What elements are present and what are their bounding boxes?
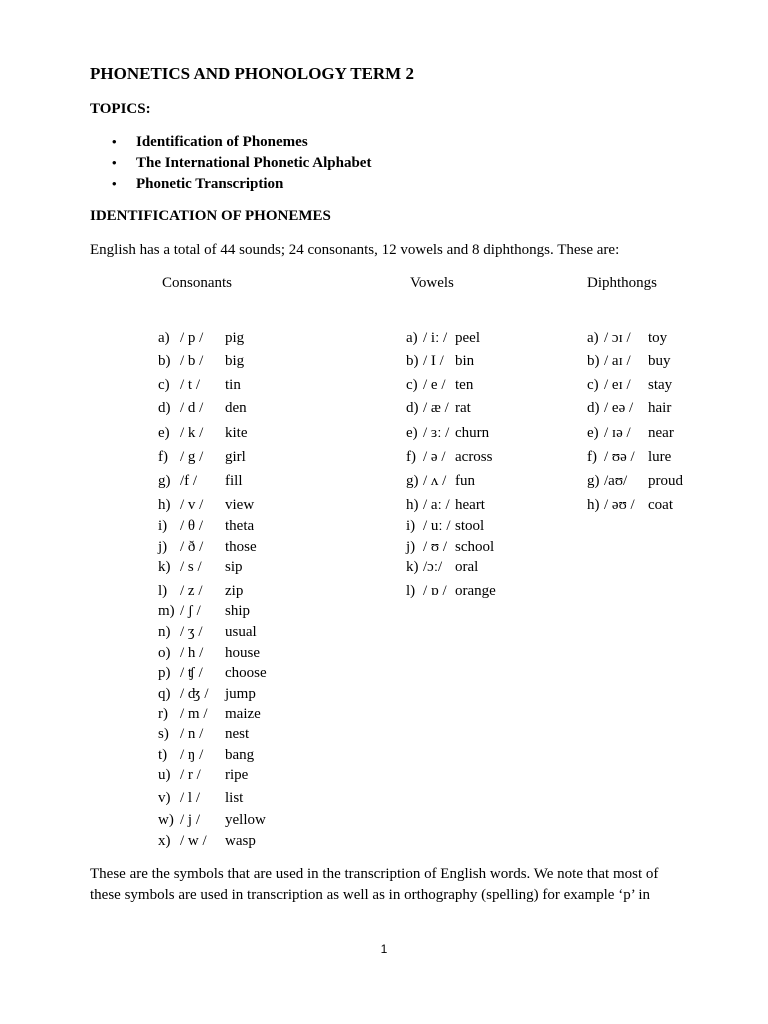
vowel-example-word: oral: [455, 559, 479, 575]
consonant-symbol: / g /: [180, 449, 204, 465]
vowel-symbol: / ʊ /: [423, 539, 448, 555]
consonant-example-word: pig: [225, 330, 245, 346]
vowel-label: c): [406, 377, 418, 393]
diphthong-label: b): [587, 353, 600, 369]
topic-item: [112, 176, 283, 193]
consonant-label: e): [158, 425, 170, 441]
vowel-symbol: /ɔː/: [423, 559, 443, 575]
vowel-symbol: / ɒ /: [423, 583, 447, 599]
vowel-symbol: / e /: [423, 377, 446, 393]
vowel-label: j): [406, 539, 416, 555]
body-paragraph: These are the symbols that are used in the transcription of English words. We note that most of these symbols are used in transcription as well as in orthography (spelling) for example ‘p’ in: [90, 866, 659, 903]
consonant-example-word: wasp: [225, 833, 256, 849]
vowel-example-word: churn: [455, 425, 490, 441]
consonant-symbol: / j /: [180, 812, 201, 828]
consonant-symbol: / v /: [180, 497, 204, 513]
consonant-symbol: / ʧ /: [180, 665, 203, 681]
vowel-row: [406, 518, 484, 535]
diphthong-label: f): [587, 449, 597, 465]
consonant-example-word: tin: [225, 377, 241, 393]
vowel-symbol: / ɜː /: [423, 425, 450, 441]
diphthongs-column-heading: Diphthongs: [587, 275, 658, 291]
consonant-symbol: / ʤ /: [180, 686, 209, 702]
diphthong-symbol: / ɔɪ /: [604, 330, 631, 346]
consonant-symbol: / ŋ /: [180, 747, 204, 763]
consonant-row: [158, 518, 254, 535]
vowel-label: f): [406, 449, 416, 465]
vowel-row: [406, 353, 474, 370]
vowel-symbol: / I /: [423, 353, 444, 369]
consonant-row: [158, 706, 261, 723]
vowel-example-word: heart: [455, 497, 485, 513]
vowel-row: [406, 377, 473, 394]
consonant-label: t): [158, 747, 168, 763]
consonant-label: k): [158, 559, 171, 575]
consonant-label: v): [158, 790, 171, 806]
consonant-row: [158, 473, 243, 490]
diphthong-row: [587, 400, 671, 417]
consonant-example-word: theta: [225, 518, 255, 534]
consonant-symbol: / d /: [180, 400, 204, 416]
topic-item: [112, 134, 308, 151]
consonant-row: [158, 539, 257, 556]
consonant-row: [158, 425, 248, 442]
vowel-symbol: / iː /: [423, 330, 448, 346]
diphthong-example-word: lure: [648, 449, 672, 465]
consonant-example-word: ship: [225, 603, 251, 619]
vowel-label: a): [406, 330, 418, 346]
document-title: PHONETICS AND PHONOLOGY TERM 2: [90, 64, 414, 83]
consonant-example-word: den: [225, 400, 247, 416]
consonant-symbol: / ʒ /: [180, 624, 203, 640]
consonant-label: b): [158, 353, 171, 369]
diphthong-row: [587, 425, 674, 442]
consonant-row: [158, 400, 247, 417]
consonant-example-word: kite: [225, 425, 248, 441]
page-number: 1: [380, 942, 388, 956]
consonant-symbol: / n /: [180, 726, 204, 742]
consonant-symbol: / m /: [180, 706, 208, 722]
diphthong-label: e): [587, 425, 599, 441]
vowel-row: [406, 473, 475, 490]
diphthong-label: d): [587, 400, 600, 416]
consonant-row: [158, 624, 257, 641]
consonant-row: [158, 726, 249, 743]
consonant-example-word: girl: [225, 449, 246, 465]
vowel-example-word: orange: [455, 583, 496, 599]
consonant-row: [158, 497, 254, 514]
diphthong-symbol: / əʊ /: [604, 497, 635, 513]
diphthong-example-word: stay: [648, 377, 673, 393]
vowel-example-word: bin: [455, 353, 475, 369]
vowel-example-word: school: [455, 539, 495, 555]
diphthong-example-word: buy: [648, 353, 671, 369]
bullet-icon: •: [112, 155, 117, 170]
consonant-example-word: usual: [225, 624, 257, 640]
diphthong-symbol: / aɪ /: [604, 353, 631, 369]
consonant-label: c): [158, 377, 170, 393]
diphthong-example-word: hair: [648, 400, 672, 416]
consonant-label: d): [158, 400, 171, 416]
vowel-example-word: fun: [455, 473, 475, 489]
vowel-label: b): [406, 353, 419, 369]
vowel-example-word: across: [455, 449, 493, 465]
consonant-example-word: bang: [225, 747, 255, 763]
consonant-symbol: / l /: [180, 790, 201, 806]
consonant-row: [158, 665, 267, 682]
consonant-row: [158, 812, 266, 829]
intro-text: English has a total of 44 sounds; 24 consonants, 12 vowels and 8 diphthongs. These are:: [90, 242, 620, 258]
consonant-label: g): [158, 473, 171, 489]
vowel-row: [406, 539, 494, 556]
consonant-example-word: those: [225, 539, 257, 555]
consonant-symbol: / z /: [180, 583, 203, 599]
vowel-example-word: peel: [455, 330, 480, 346]
consonant-label: f): [158, 449, 168, 465]
consonant-example-word: zip: [225, 583, 244, 599]
consonant-label: w): [158, 812, 174, 828]
consonant-row: [158, 790, 243, 807]
diphthong-label: a): [587, 330, 599, 346]
consonant-example-word: view: [225, 497, 255, 513]
consonant-example-word: house: [225, 645, 260, 661]
consonant-label: n): [158, 624, 171, 640]
consonant-row: [158, 747, 254, 764]
diphthong-row: [587, 449, 671, 466]
diphthong-example-word: toy: [648, 330, 668, 346]
consonant-row: [158, 330, 244, 347]
consonant-row: [158, 833, 256, 850]
vowel-row: [406, 559, 478, 576]
consonant-symbol: / t /: [180, 377, 201, 393]
diphthong-row: [587, 377, 672, 394]
diphthong-label: c): [587, 377, 599, 393]
diphthong-symbol: /aʊ/: [604, 473, 628, 489]
diphthong-example-word: proud: [648, 473, 683, 489]
consonant-row: [158, 686, 256, 703]
vowel-symbol: / ʌ /: [423, 473, 447, 489]
vowels-column-heading: Vowels: [410, 275, 454, 291]
consonant-symbol: / ð /: [180, 539, 204, 555]
section-heading: IDENTIFICATION OF PHONEMES: [90, 208, 331, 224]
vowel-label: h): [406, 497, 419, 513]
diphthong-symbol: / eə /: [604, 400, 634, 416]
consonant-row: [158, 449, 246, 466]
vowel-row: [406, 583, 496, 600]
bullet-icon: •: [112, 176, 117, 191]
consonant-label: m): [158, 603, 175, 619]
diphthong-symbol: / eɪ /: [604, 377, 631, 393]
consonant-symbol: / s /: [180, 559, 202, 575]
consonant-label: u): [158, 767, 171, 783]
consonant-row: [158, 603, 250, 620]
vowel-label: i): [406, 518, 416, 534]
diphthong-symbol: / ɪə /: [604, 425, 631, 441]
diphthong-row: [587, 497, 673, 514]
vowel-row: [406, 425, 489, 442]
consonant-symbol: / ʃ /: [180, 603, 201, 619]
consonant-row: [158, 377, 241, 394]
consonant-label: o): [158, 645, 171, 661]
vowel-row: [406, 497, 485, 514]
diphthong-example-word: near: [648, 425, 674, 441]
vowel-label: l): [406, 583, 416, 599]
topic-label: Identification of Phonemes: [136, 134, 308, 150]
consonant-label: p): [158, 665, 171, 681]
vowel-example-word: stool: [455, 518, 485, 534]
consonant-example-word: big: [225, 353, 245, 369]
consonant-label: x): [158, 833, 171, 849]
consonant-example-word: choose: [225, 665, 267, 681]
diphthong-row: [587, 353, 671, 370]
vowel-symbol: / uː /: [423, 518, 451, 534]
consonant-symbol: / w /: [180, 833, 207, 849]
topic-item: [112, 155, 371, 172]
consonant-example-word: maize: [225, 706, 261, 722]
diphthong-row: [587, 330, 667, 347]
vowel-symbol: / aː /: [423, 497, 450, 513]
vowel-label: k): [406, 559, 419, 575]
vowel-symbol: / æ /: [423, 400, 449, 416]
consonant-example-word: sip: [225, 559, 243, 575]
consonant-row: [158, 353, 244, 370]
consonant-symbol: / r /: [180, 767, 201, 783]
diphthong-label: g): [587, 473, 600, 489]
vowel-row: [406, 449, 493, 466]
consonant-label: r): [158, 706, 168, 722]
consonant-row: [158, 559, 243, 576]
vowel-label: d): [406, 400, 419, 416]
vowel-row: [406, 330, 480, 347]
consonant-symbol: / k /: [180, 425, 204, 441]
consonant-example-word: list: [225, 790, 244, 806]
consonant-example-word: nest: [225, 726, 250, 742]
topic-label: Phonetic Transcription: [136, 176, 284, 192]
vowel-symbol: / ə /: [423, 449, 446, 465]
consonant-label: i): [158, 518, 168, 534]
consonant-example-word: jump: [225, 686, 256, 702]
consonant-label: l): [158, 583, 168, 599]
consonant-symbol: / p /: [180, 330, 204, 346]
vowel-example-word: rat: [455, 400, 471, 416]
consonant-label: q): [158, 686, 171, 702]
vowel-row: [406, 400, 471, 417]
consonant-symbol: / h /: [180, 645, 204, 661]
consonant-row: [158, 645, 260, 662]
consonant-example-word: yellow: [225, 812, 266, 828]
consonant-label: a): [158, 330, 170, 346]
consonant-label: h): [158, 497, 171, 513]
consonant-label: j): [158, 539, 168, 555]
diphthong-label: h): [587, 497, 600, 513]
consonant-row: [158, 767, 248, 784]
diphthong-symbol: / ʊə /: [604, 449, 635, 465]
consonant-row: [158, 583, 243, 600]
consonants-column-heading: Consonants: [162, 275, 233, 291]
consonant-label: s): [158, 726, 169, 742]
bullet-icon: •: [112, 134, 117, 149]
consonant-example-word: ripe: [225, 767, 249, 783]
diphthong-row: [587, 473, 683, 490]
consonant-symbol: /f /: [180, 473, 198, 489]
topic-label: The International Phonetic Alphabet: [136, 155, 372, 171]
vowel-label: g): [406, 473, 419, 489]
consonant-symbol: / θ /: [180, 518, 204, 534]
vowel-example-word: ten: [455, 377, 474, 393]
consonant-example-word: fill: [225, 473, 243, 489]
topics-heading: TOPICS:: [90, 101, 151, 117]
diphthong-example-word: coat: [648, 497, 673, 513]
consonant-symbol: / b /: [180, 353, 204, 369]
vowel-label: e): [406, 425, 418, 441]
